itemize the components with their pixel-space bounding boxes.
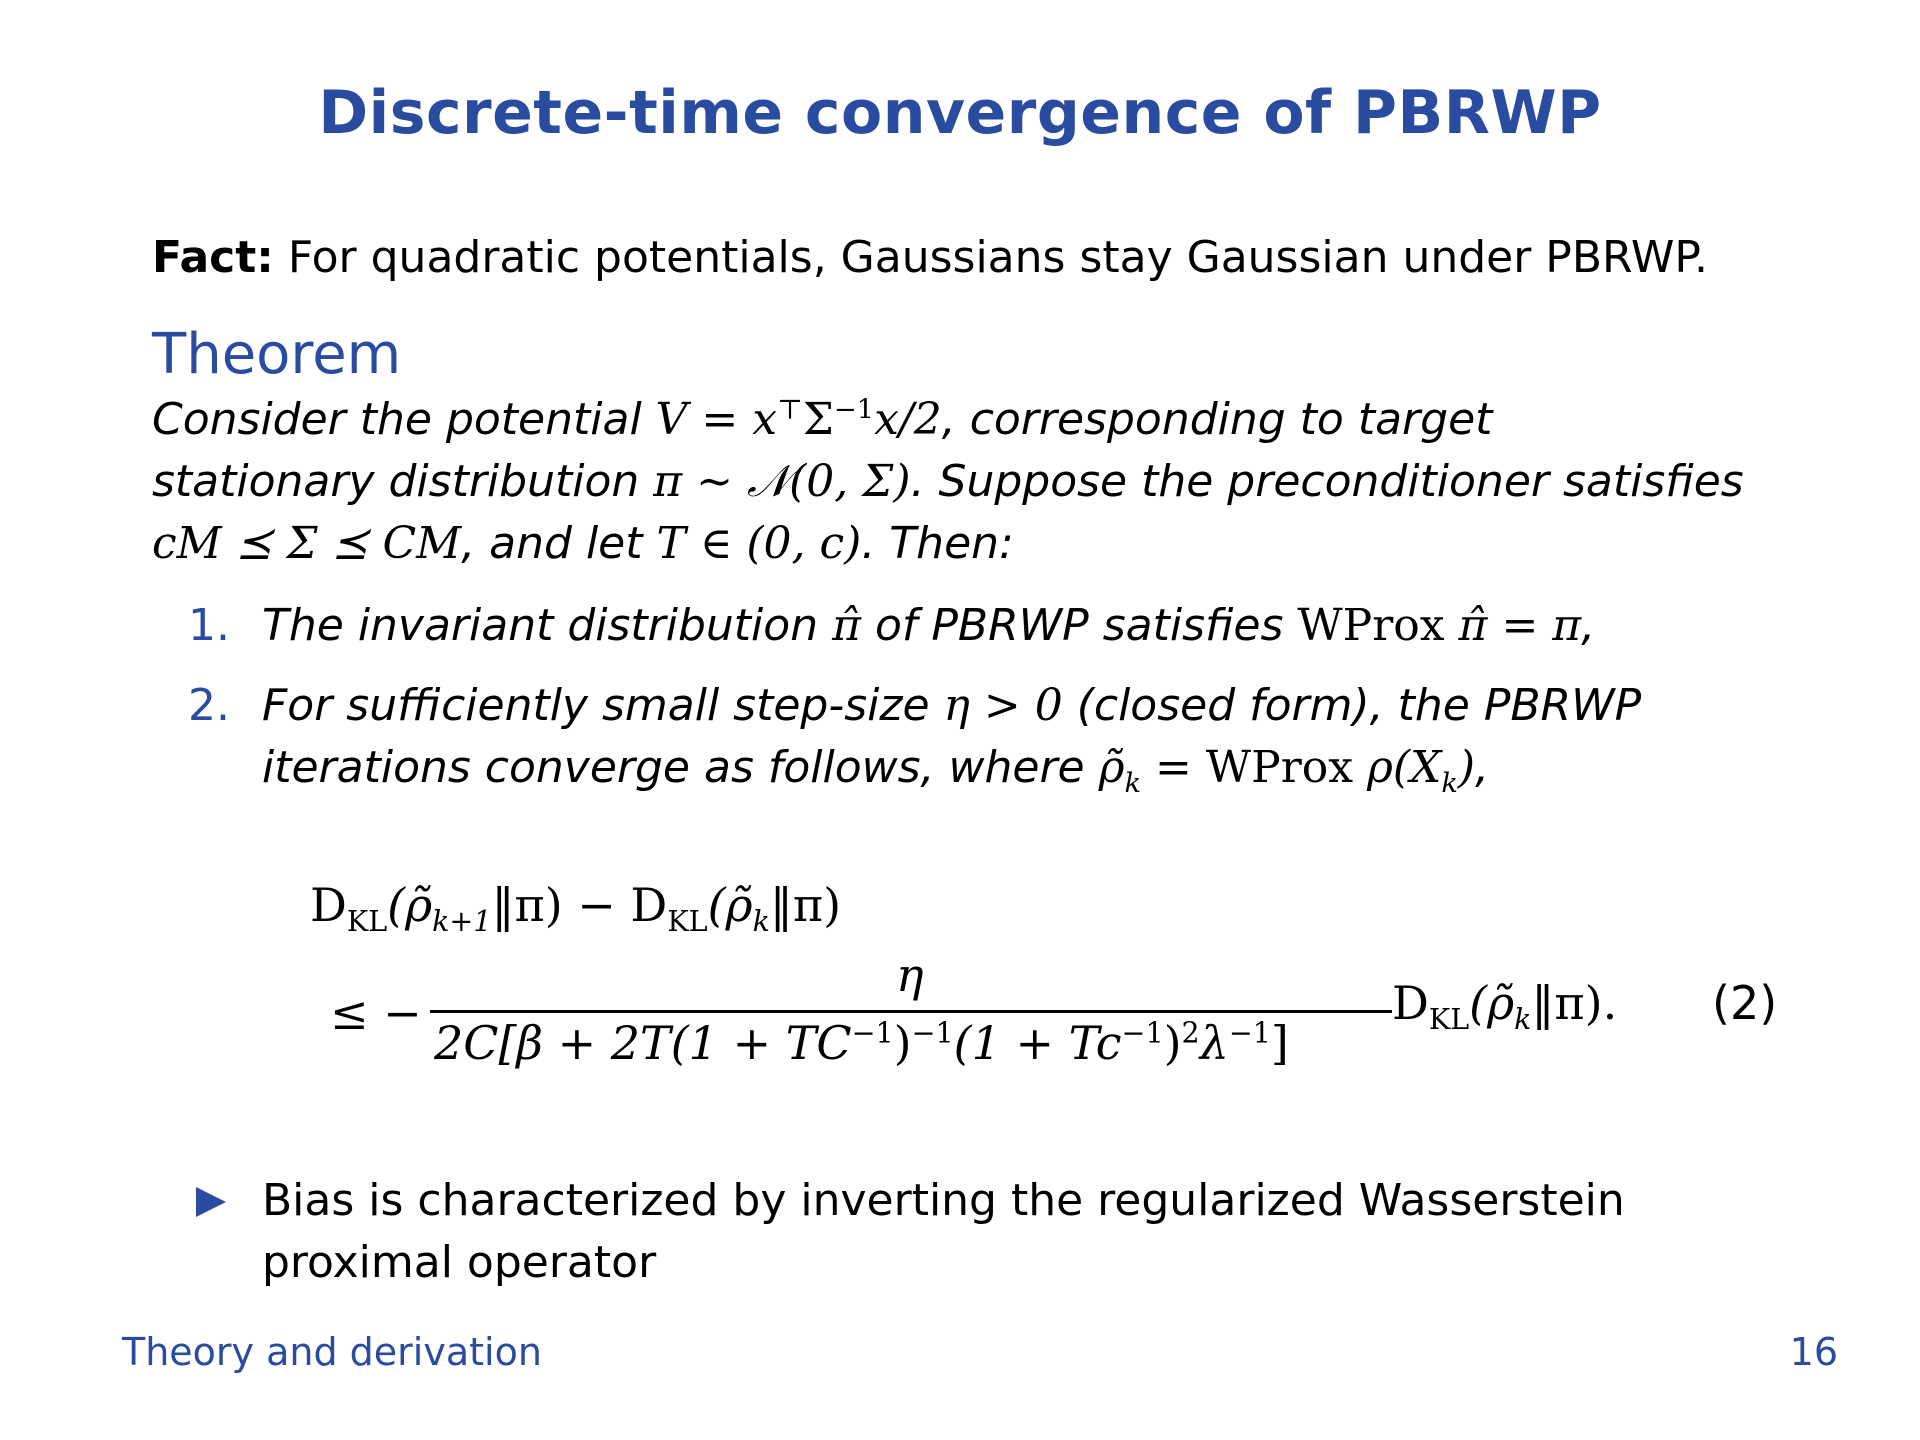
bullet-line-2: proximal operator [262,1237,657,1288]
item-2-comma: , [1475,742,1490,793]
fact-label: Fact: [152,232,274,283]
potential-math-b: x/2 [874,394,942,445]
item-2-eta-math: η > 0 [943,680,1063,731]
item-2-text-c: iterations converge as follows, where [262,742,1099,793]
item-1-text-b: of PBRWP satisfies [861,600,1298,651]
den-s2: −1 [911,1016,954,1050]
den-p6: ] [1270,1016,1289,1070]
potential-math-a: V = x [655,394,778,445]
eq-b2: ‖π) [769,878,842,932]
eq-kl1: KL [346,905,388,939]
den-p5: λ [1199,1016,1229,1070]
item-1-comma: , [1581,600,1596,651]
item-2-number: 2. [188,680,230,731]
inverse-sup: −1 [833,394,875,426]
den-s5: −1 [1228,1016,1271,1050]
item-1-math: π̂ = π [1444,600,1582,651]
footer-section: Theory and derivation [122,1330,542,1374]
item-2-equals: = [1141,742,1206,793]
item-1-text-a: The invariant distribution [262,600,833,651]
den-p1: 2C[β + 2T(1 + TC [434,1016,852,1070]
item-2-wprox: WProx [1205,742,1354,793]
item-1-text [262,600,1595,651]
tail-kl: KL [1428,1003,1470,1037]
item-2-close-paren: ) [1457,742,1476,793]
equation-line-1 [310,878,842,939]
potential-sigma: Σ [802,394,834,445]
theorem-line-2-text-b: . Suppose the preconditioner satisfies [910,456,1744,507]
fraction-bar [430,1010,1392,1013]
eq-kl2: KL [667,905,708,939]
theorem-heading: Theorem [152,322,402,387]
item-2-rho-tilde: ρ̃ [1098,742,1125,793]
theorem-line-1-text-b: , corresponding to target [941,394,1493,445]
stationary-dist-math: π ∼ 𝒩(0, Σ) [653,456,911,507]
den-p4: ) [1163,1016,1182,1070]
den-s3: −1 [1121,1016,1164,1050]
den-p3: (1 + Tc [953,1016,1122,1070]
fraction-denominator [434,1016,1289,1070]
item-2-k-sub-2: k [1441,767,1458,799]
bullet-line-1: Bias is characterized by inverting the regularized Wasserstein [262,1175,1625,1226]
page-number: 16 [1789,1330,1838,1374]
item-2-text-a: For sufficiently small step-size [262,680,944,731]
equation-number: (2) [1712,976,1778,1030]
theorem-line-3-text-a: , and let [461,518,657,569]
theorem-line-3-text-b: . Then: [861,518,1014,569]
eq-k2: k [752,905,770,939]
den-p2: ) [893,1016,912,1070]
preconditioner-math: cM ⪯ Σ ⪯ CM [152,518,462,569]
bullet-triangle-icon [196,1187,226,1217]
eq-k1: k+1 [432,905,492,939]
tail-b: ‖π). [1531,976,1618,1030]
item-2-line-1 [262,680,1641,731]
eq-b1: ‖π) − D [491,878,668,932]
theorem-line-1-text-a: Consider the potential [152,394,656,445]
bullet-text [262,1170,1625,1294]
fact-statement [152,232,1708,283]
theorem-line-2-text-a: stationary distribution [152,456,654,507]
item-1-pi-hat: π̂ [832,600,861,651]
fact-text: For quadratic potentials, Gaussians stay Gaussian under PBRWP. [287,232,1708,283]
tail-a: (ρ̃ [1469,976,1515,1030]
item-1-wprox: WProx [1297,600,1445,651]
theorem-line-2 [152,456,1744,507]
equation-tail [1392,976,1618,1037]
fraction-numerator: η [896,948,924,1002]
den-s1: −1 [851,1016,894,1050]
transpose-sup: ⊤ [777,394,803,426]
t-range-math: T ∈ (0, c) [656,518,862,569]
tail-k: k [1514,1003,1532,1037]
item-2-text-b: (closed form), the PBRWP [1062,680,1642,731]
item-2-line-2 [262,742,1490,799]
item-2-rho-x: ρ(X [1353,742,1442,793]
equation-leq: ≤ − [330,986,422,1040]
eq-d1: D [310,878,347,932]
tail-d: D [1392,976,1429,1030]
item-1-number: 1. [188,600,230,651]
theorem-line-1 [152,394,1492,445]
theorem-line-3 [152,518,1014,569]
eq-a2: (ρ̃ [707,878,753,932]
den-s4: 2 [1181,1016,1200,1050]
item-2-k-sub: k [1124,767,1142,799]
slide-title: Discrete-time convergence of PBRWP [318,78,1602,148]
eq-a1: (ρ̃ [387,878,433,932]
